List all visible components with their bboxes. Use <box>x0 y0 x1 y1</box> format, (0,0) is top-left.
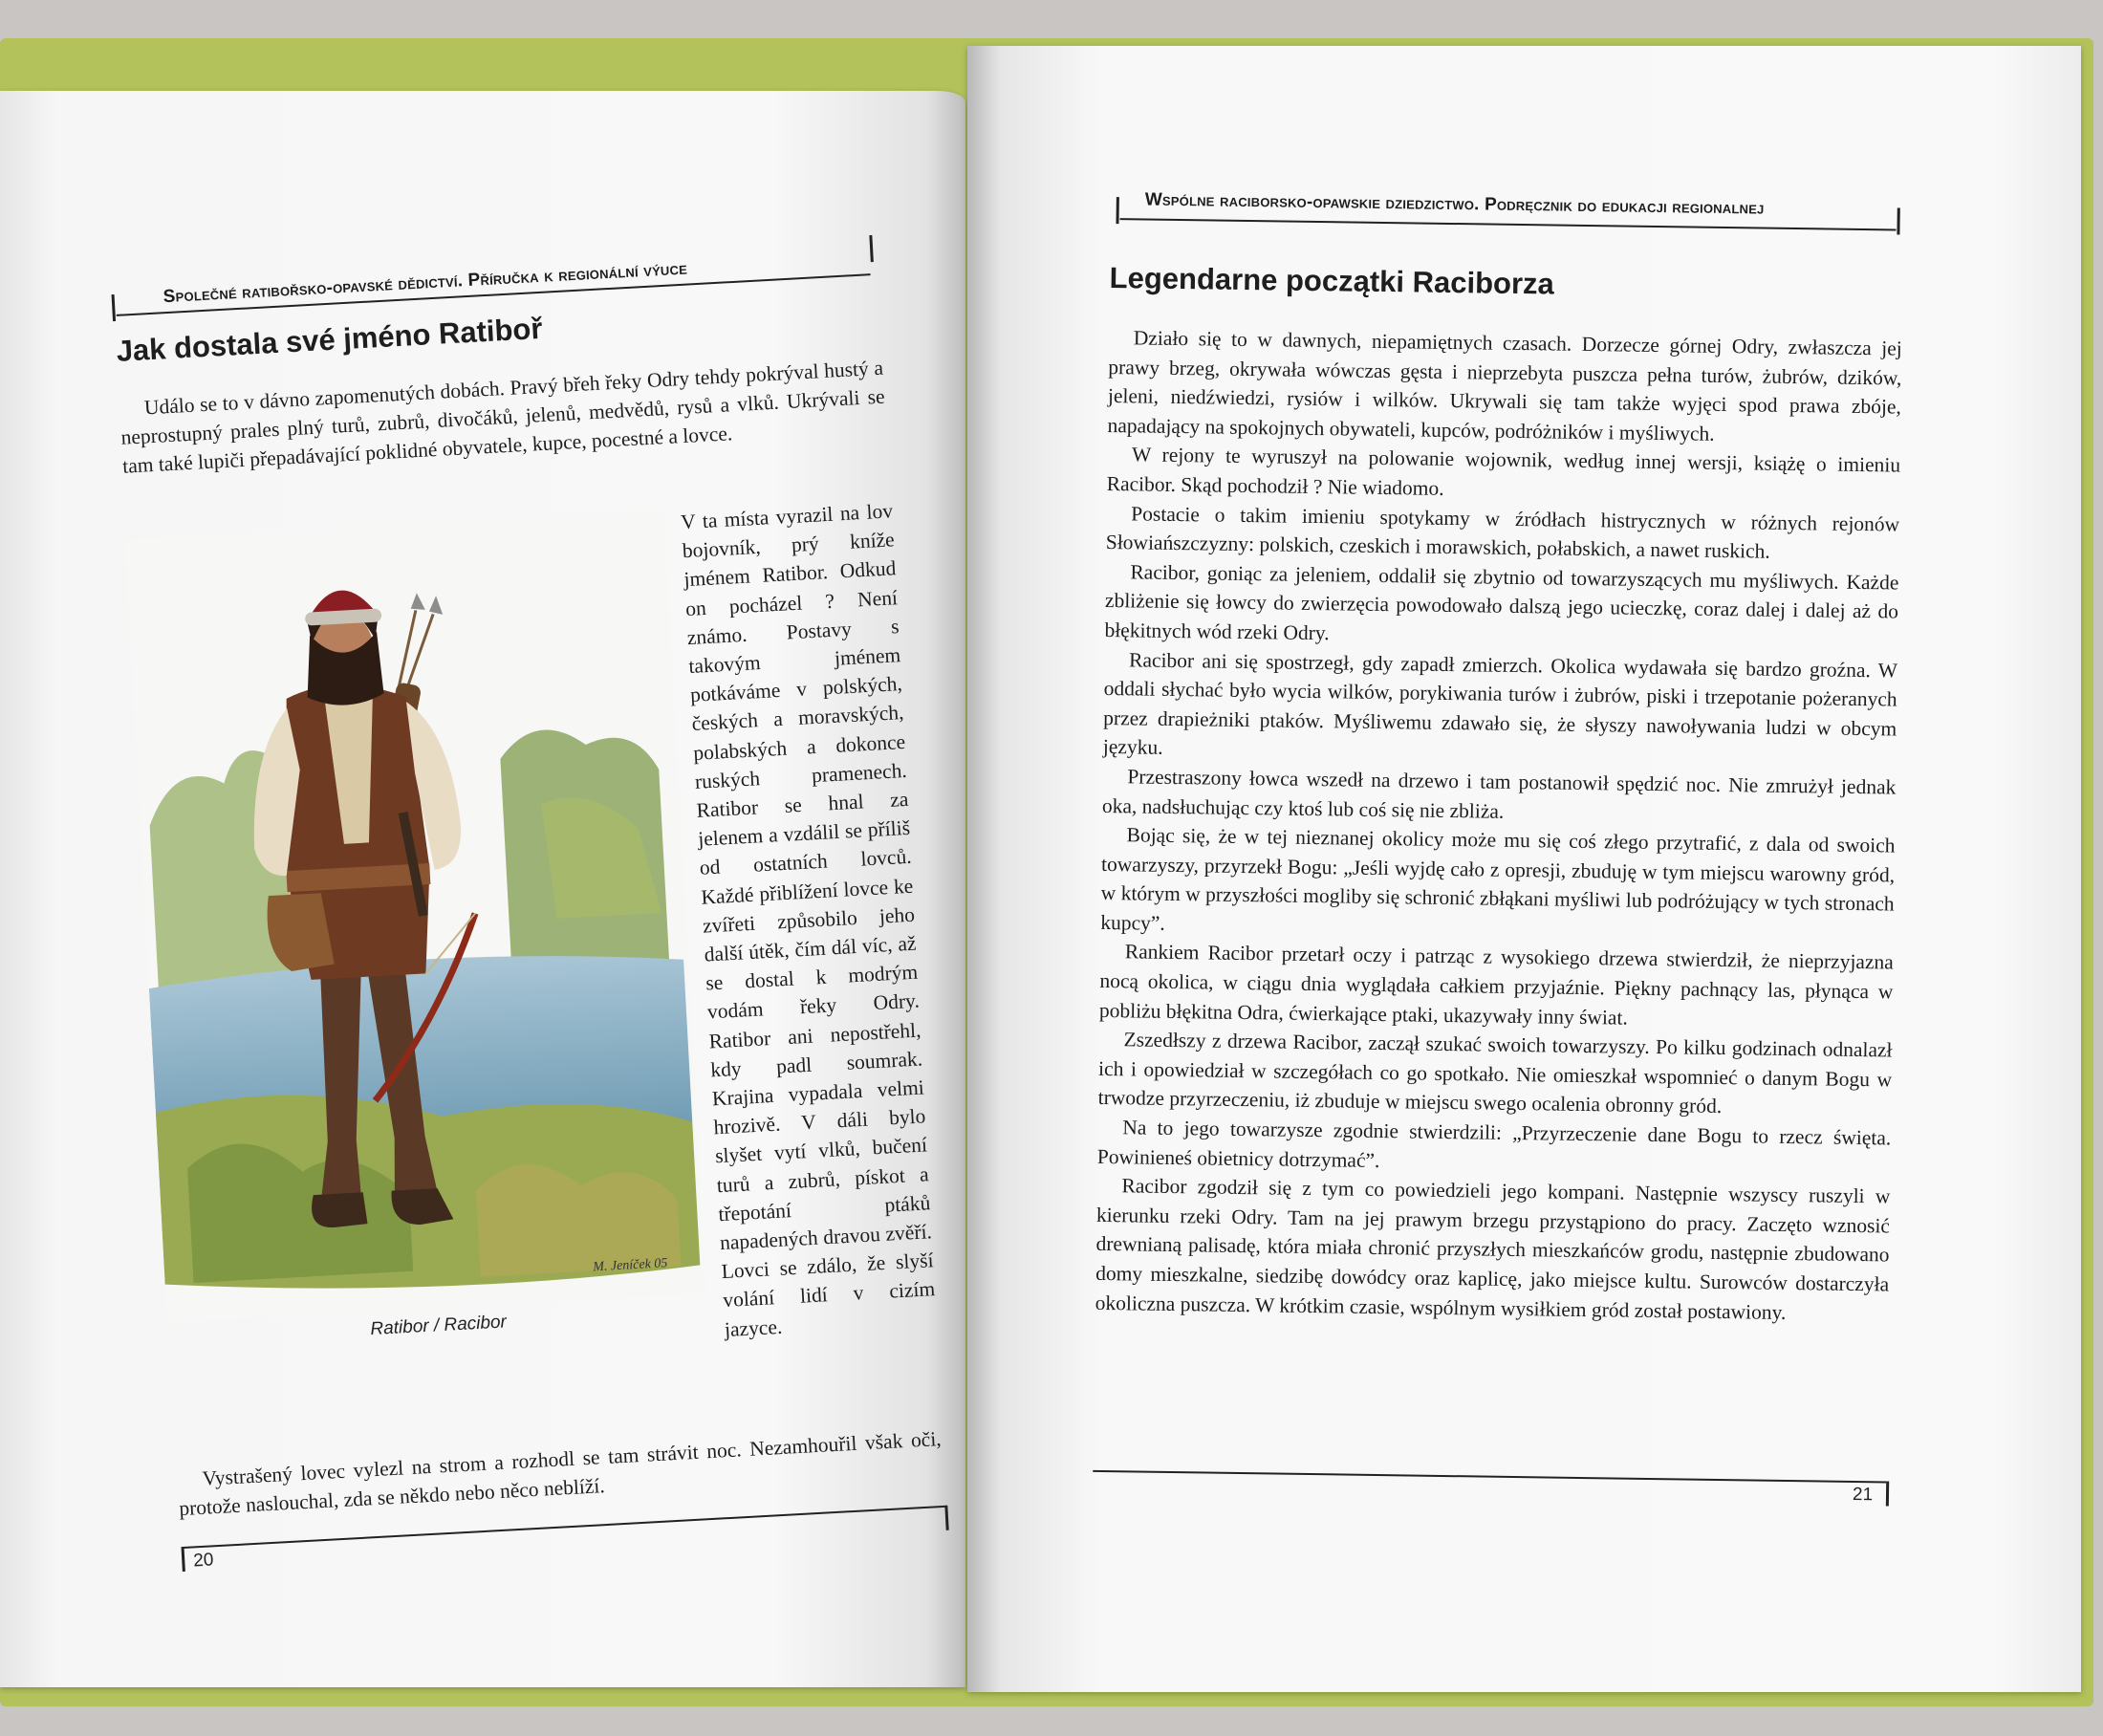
left-page-header <box>115 249 870 316</box>
right-paragraph: Na to jego towarzysze zgodnie stwierdzili: „Przyrzeczenie dane Bogu to rzecz święta. Powinieneś obietnicy dotrzymać”. <box>1096 1116 1892 1172</box>
left-column-text <box>680 496 937 1344</box>
left-intro-paragraph: Událo se to v dávno zapomenutých dobách. Pravý břeh řeky Odry tehdy pokrýval hustý a neprostupný prales plný turů, zubrů, divočáků, jelenů, medvědů, rysů a vlků. Ukrývali se tam také lupiči přepadávající poklidné obyvatele, kupce, pocestné a lovce. <box>120 356 886 478</box>
right-footer-bar-end <box>1886 1481 1889 1506</box>
illustration-caption: Ratibor / Racibor <box>369 1312 508 1340</box>
right-page-content <box>967 46 2081 1692</box>
right-paragraph: Racibor zgodził się z tym co powiedzieli jego kompani. Następnie wszyscy ruszyli w kierunku rzeki Odry. Tam na jej prawym brzegu przystąpiono do pracy. Zaczęto wznosić drewnianą palisadę, która miała chronić przyszłych mieszkańców grodu, następnie zbudowano domy mieszkalne, siedzibę dowódcy oraz kaplicę, jako miejsce kultu. Surowców dostarczyła okoliczna puszcza. W krótkim czasie, wspólnym wysiłkiem gród został postawiony. <box>1095 1174 1891 1324</box>
right-header-text: Wspólne raciborsko-opawskie dziedzictwo. Podręcznik do edukacji regionalnej <box>1144 189 1765 219</box>
left-intro-text <box>119 354 887 481</box>
right-page-title: Legendarne początki Raciborza <box>1109 260 1555 301</box>
left-header-bar-start <box>112 294 117 321</box>
left-page <box>0 91 965 1687</box>
right-header-bar-end <box>1897 207 1899 234</box>
right-footer-rule <box>1093 1470 1886 1484</box>
left-header-bar-end <box>869 235 874 262</box>
left-footer-bar-start <box>181 1547 184 1572</box>
left-page-title: Jak dostala své jméno Ratiboř <box>115 311 544 368</box>
right-page-header <box>1120 187 1897 230</box>
right-paragraph: W rejony te wyruszył na polowanie wojownik, według innej wersji, książę o imieniu Racibor. Skąd pochodził ? Nie wiadomo. <box>1106 443 1901 500</box>
right-paragraph: Zszedłszy z drzewa Racibor, zaczął szukać swoich towarzyszy. Po kilku godzinach odnalazł ich i opowiedział w szczegółach co go spotkało. Nie omieszkał wspomnieć o danym Bogu w trwodze przyrzeczeniu, iż zbuduje w miejscu swego ocalenia obronny gród. <box>1097 1028 1893 1118</box>
left-last-text <box>177 1424 943 1523</box>
right-paragraph: Przestraszony łowca wszedł na drzewo i tam postanowił spędzić noc. Nie zmrużył jednak oka, nadsłuchując czy ktoś lub coś się nie zbliża. <box>1101 765 1897 823</box>
illustration-signature: M. Jeníček 05 <box>592 1256 668 1275</box>
left-footer-bar-end <box>944 1506 948 1530</box>
right-paragraph: Postacie o takim imieniu spotykamy w źródłach histrycznych w różnych rejonów Słowiańszczyzny: polskich, czeskich i morawskich, połabskich, a nawet ruskich. <box>1105 501 1900 563</box>
right-body-text <box>1095 323 1902 1329</box>
left-column-paragraph: V ta místa vyrazil na lov bojovník, prý kníže jménem Ratibor. Odkud on pocházel ? Není známo. Postavy s takovým jménem potkáváme v polských, českých a moravských, polabských a dokonce ruských pramenech. Ratibor se hnal za jelenem a vzdálil se příliš od ostatních lovců. Každé přiblížení lovce ke zvířeti způsobilo jeho další útěk, čím dál víc, až se dostal k modrým vodám řeky Odry. Ratibor ani nepostřehl, kdy padl soumrak. Krajina vypadala velmi hrozivě. V dáli bylo slyšet vytí vlků, bučení turů a zubrů, pískot a třepotání ptáků napadených dravou zvěří. Lovci se zdálo, že slyší volání lidí v cizím jazyce. <box>680 499 936 1341</box>
right-paragraph: Działo się to w dawnych, niepamiętnych czasach. Dorzecze górnej Odry, zwłaszcza jej prawy brzeg, okrywała wówczas gęsta i nieprzebyta puszcza pełna turów, żubrów, dzików, jeleni, niedźwiedzi, rysiów i wilków. Ukrywali się tam także wyjęci spod prawa zbóje, napadający na spokojnych obywateli, kupców, podróżników i myśliwych. <box>1107 326 1902 445</box>
right-paragraph: Bojąc się, że w tej nieznanej okolicy może mu się coś złego przytrafić, z dala od swoich towarzyszy, przyrzekł Bogu: „Jeśli wyjdę cało z opresji, zbuduję w tym miejscu warowny gród, w którym w przyszłości mogliby się schronić zbłąkani myśliwi lub podróżujący w tych stronach kupcy”. <box>1100 823 1896 935</box>
right-header-bar-start <box>1116 197 1118 224</box>
left-page-content <box>0 91 965 1687</box>
right-page-number: 21 <box>1852 1484 1874 1506</box>
left-header-text: Společné ratibořsko-opavské dědictví. Příručka k regionální výuce <box>163 258 688 308</box>
ratibor-illustration <box>124 510 706 1322</box>
right-paragraph: Racibor ani się spostrzegł, gdy zapadł zmierzch. Okolica wydawała się bardzo groźna. W oddali słychać było wycia wilków, porykiwania turów i żubrów, piski i trzepotanie pożeranych przez drapieżniki ptaków. Myśliwemu zdawało się, że słyszy nawoływania ludzi w obcym języku. <box>1102 647 1898 760</box>
left-last-paragraph: Vystrašený lovec vylezl na strom a rozhodl se tam strávit noc. Nezamhouřil však oči, protože naslouchal, zda se někdo nebo něco neblíží. <box>178 1426 943 1521</box>
right-paragraph: Rankiem Racibor przetarł oczy i patrząc z wysokiego drzewa stwierdził, że nieprzyjazna nocą okolica, w ciągu dnia wyglądała całkiem przyjaźnie. Piękny pachnący las, płynąca w pobliżu błękitna Odra, ćwierkające ptaki, ukazywały inny świat. <box>1098 940 1894 1030</box>
left-page-number: 20 <box>192 1550 214 1572</box>
right-paragraph: Racibor, goniąc za jeleniem, oddalił się zbytnio od towarzyszących mu myśliwych. Każde zbliżenie się łowcy do zwierzęcia powodowało dalszą jego ucieczkę, coraz dalej i dalej aż do błękitnych wód rzeki Odry. <box>1104 560 1899 645</box>
right-page <box>967 46 2081 1692</box>
